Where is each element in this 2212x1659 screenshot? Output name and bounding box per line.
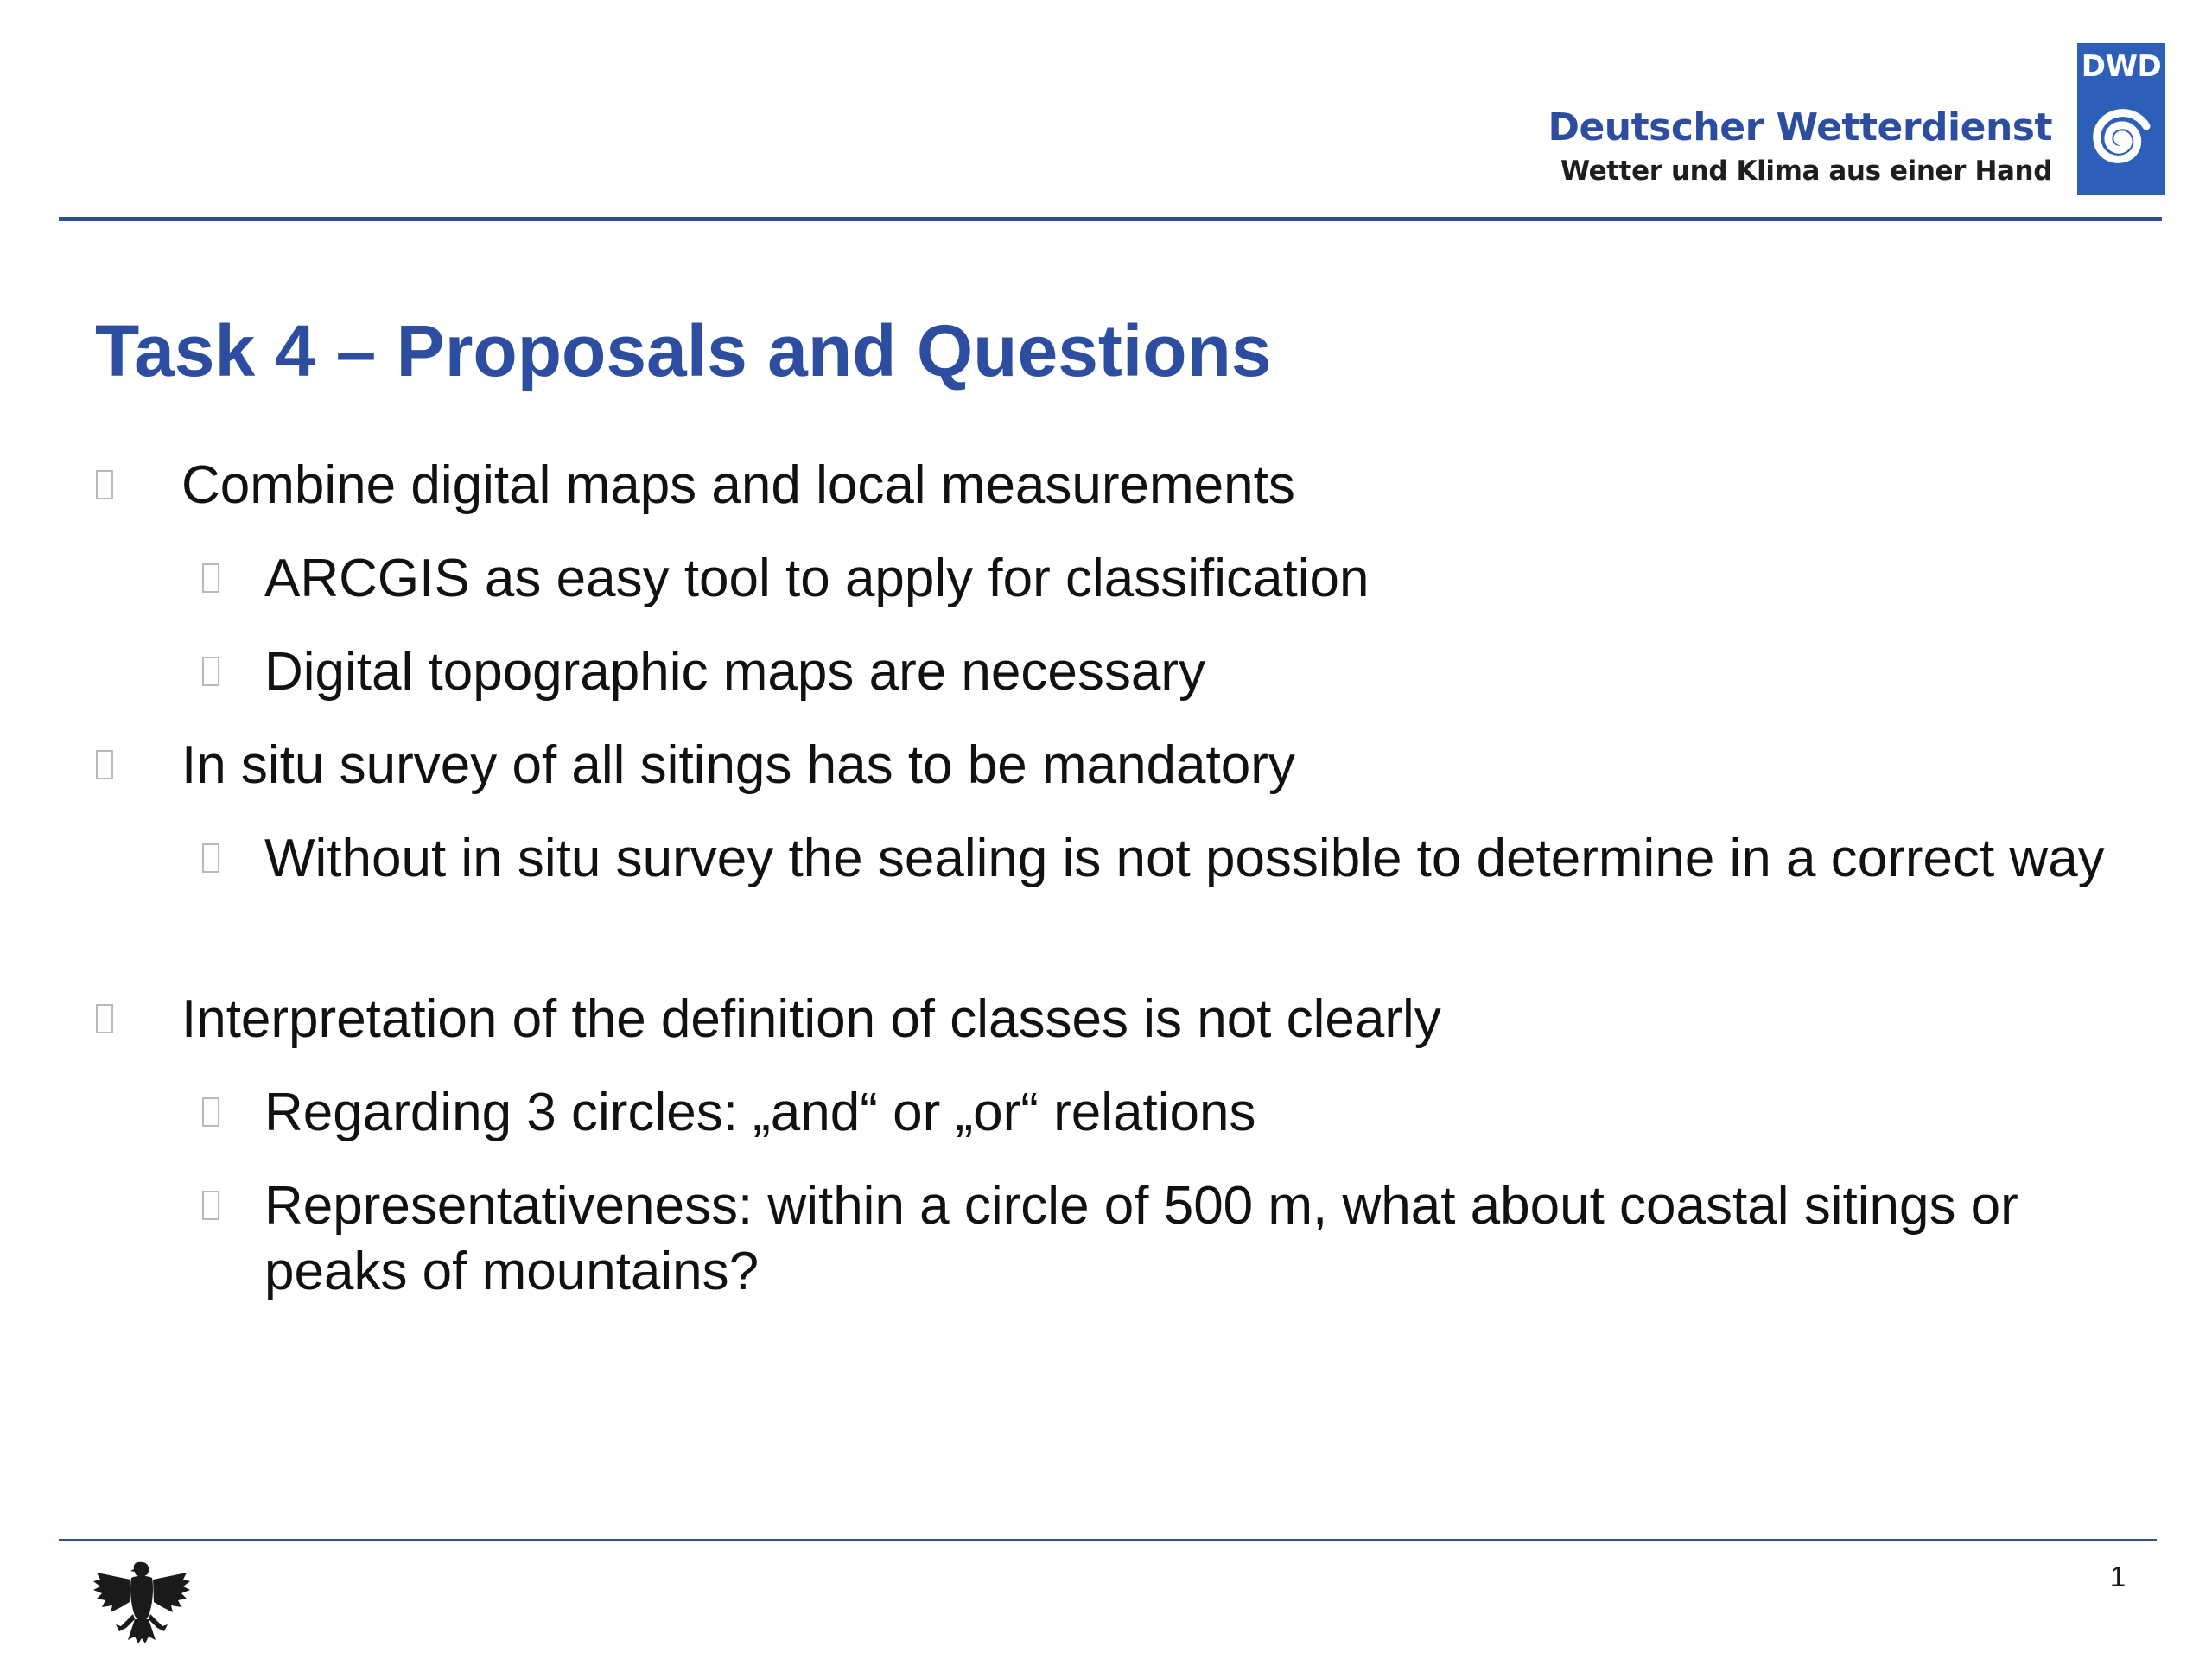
bullet-text: Digital topographic maps are necessary [264,642,1205,702]
bullet-text: In situ survey of all sitings has to be mandatory [181,735,1295,795]
bullet-text: Interpretation of the definition of classes is not clearly [181,989,1441,1049]
slide-title: Task 4 – Proposals and Questions [95,310,1272,391]
dwd-logo-text: DWD [2081,49,2162,84]
bullet-marker-icon [202,563,219,593]
header-divider [59,217,2162,221]
bullet-marker-icon [202,1097,219,1127]
bullet-text: Without in situ survey the sealing is not possible to determine in a correct way [264,829,2105,888]
organization-tagline: Wetter und Klima aus einer Hand [1560,156,2052,187]
bullet-marker-icon [202,1191,219,1220]
bullet-marker-icon [96,1004,113,1033]
organization-name: Deutscher Wetterdienst [1548,105,2052,149]
spiral-icon [2086,95,2157,188]
federal-eagle-icon [90,1554,194,1657]
footer-divider [59,1539,2157,1541]
bullet-text: Representativeness: within a circle of 500 m, what about coastal sitings or peaks of mountains? [264,1176,2018,1301]
bullet-text: Combine digital maps and local measurements [181,455,1295,515]
bullet-text: ARCGIS as easy tool to apply for classification [264,549,1370,608]
dwd-logo [2077,43,2165,195]
bullet-marker-icon [96,750,113,779]
bullet-text: Regarding 3 circles: „and“ or „or“ relations [264,1083,1256,1142]
page-number: 1 [2109,1560,2126,1592]
bullet-marker-icon [202,657,219,686]
bullet-marker-icon [96,470,113,499]
bullet-marker-icon [202,843,219,873]
